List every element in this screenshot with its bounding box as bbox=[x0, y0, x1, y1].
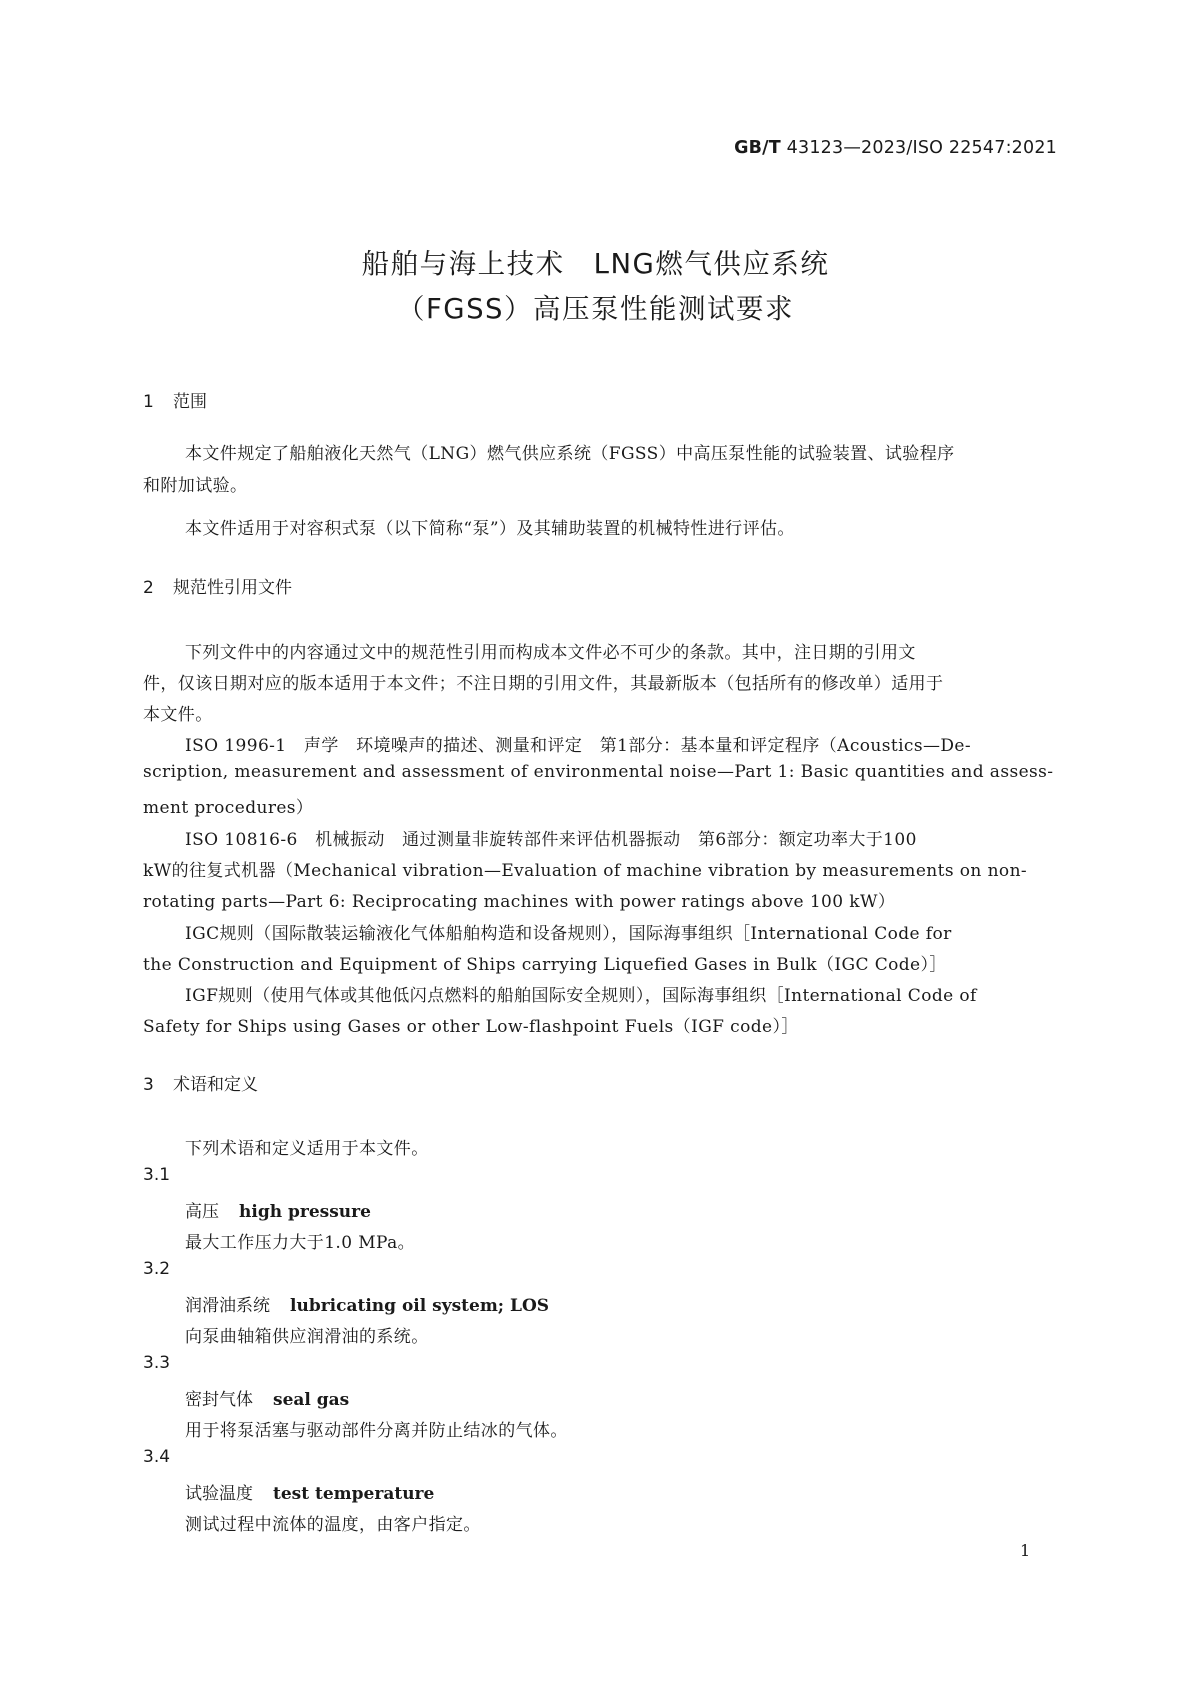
section-number: 2 bbox=[143, 578, 154, 598]
reference-iso10816-line2: kW的往复式机器（Mechanical vibration—Evaluation of machine vibration by measurements on non- bbox=[143, 861, 1028, 881]
references-intro-line3: 本文件。 bbox=[143, 705, 213, 725]
scope-paragraph-2: 本文件适用于对容积式泵（以下简称“泵”）及其辅助装置的机械特性进行评估。 bbox=[185, 519, 795, 539]
reference-iso1996-line2: scription, measurement and assessment of environmental noise—Part 1: Basic quantities and assess- bbox=[143, 762, 1054, 782]
term-number: 3.4 bbox=[143, 1447, 171, 1467]
document-title-line2: （FGSS）高压泵性能测试要求 bbox=[396, 293, 795, 325]
reference-iso10816-line3: rotating parts—Part 6: Reciprocating machines with power ratings above 100 kW） bbox=[143, 892, 896, 912]
reference-iso1996-line1: ISO 1996-1 声学 环境噪声的描述、测量和评定 第1部分：基本量和评定程序（Acoustics—De- bbox=[185, 736, 971, 756]
term-name-zh: 密封气体 bbox=[185, 1390, 253, 1410]
section-title: 规范性引用文件 bbox=[173, 578, 292, 598]
term-definition: 向泵曲轴箱供应润滑油的系统。 bbox=[185, 1327, 429, 1347]
references-intro-line1: 下列文件中的内容通过文中的规范性引用而构成本文件必不可少的条款。其中，注日期的引用文 bbox=[185, 643, 916, 663]
term-name-en: high pressure bbox=[239, 1202, 371, 1222]
scope-paragraph-line2: 和附加试验。 bbox=[143, 476, 248, 496]
term-definition: 最大工作压力大于1.0 MPa。 bbox=[185, 1233, 416, 1253]
section-2-heading bbox=[143, 573, 292, 598]
term-definition: 用于将泵活塞与驱动部件分离并防止结冰的气体。 bbox=[185, 1421, 568, 1441]
term-name bbox=[185, 1385, 349, 1410]
references-intro-line2: 件，仅该日期对应的版本适用于本文件；不注日期的引用文件，其最新版本（包括所有的修改单）适用于 bbox=[143, 674, 944, 694]
reference-igc-line2: the Construction and Equipment of Ships carrying Liquefied Gases in Bulk（IGC Code）］ bbox=[143, 955, 947, 975]
term-name-en: seal gas bbox=[273, 1390, 350, 1410]
term-name-zh: 高压 bbox=[185, 1202, 219, 1222]
section-title: 范围 bbox=[173, 392, 207, 412]
term-name-zh: 试验温度 bbox=[185, 1484, 253, 1504]
reference-igc-line1: IGC规则（国际散装运输液化气体船舶构造和设备规则），国际海事组织［International Code for bbox=[185, 924, 952, 944]
term-number: 3.2 bbox=[143, 1259, 171, 1279]
section-3-heading bbox=[143, 1070, 258, 1095]
term-number: 3.3 bbox=[143, 1353, 171, 1373]
standard-code bbox=[734, 138, 1057, 158]
term-name bbox=[185, 1479, 434, 1504]
reference-igf-line1: IGF规则（使用气体或其他低闪点燃料的船舶国际安全规则），国际海事组织［International Code of bbox=[185, 986, 977, 1006]
document-title-line1: 船舶与海上技术 LNG燃气供应系统 bbox=[361, 248, 830, 280]
section-1-heading bbox=[143, 387, 207, 412]
term-name-en: lubricating oil system; LOS bbox=[290, 1296, 550, 1316]
term-number: 3.1 bbox=[143, 1165, 171, 1185]
scope-paragraph-line1: 本文件规定了船舶液化天然气（LNG）燃气供应系统（FGSS）中高压泵性能的试验装置、试验程序 bbox=[185, 444, 955, 464]
term-name bbox=[185, 1291, 549, 1316]
reference-iso1996-line3: ment procedures） bbox=[143, 798, 314, 818]
reference-iso10816-line1: ISO 10816-6 机械振动 通过测量非旋转部件来评估机器振动 第6部分：额定功率大于100 bbox=[185, 830, 917, 850]
standard-code-prefix: GB/T bbox=[734, 138, 781, 158]
section-title: 术语和定义 bbox=[173, 1075, 258, 1095]
term-name bbox=[185, 1197, 371, 1222]
term-name-en: test temperature bbox=[273, 1484, 435, 1504]
section-number: 1 bbox=[143, 392, 154, 412]
reference-igf-line2: Safety for Ships using Gases or other Low-flashpoint Fuels（IGF code）］ bbox=[143, 1017, 799, 1037]
term-definition: 测试过程中流体的温度，由客户指定。 bbox=[185, 1515, 481, 1535]
section-number: 3 bbox=[143, 1075, 154, 1095]
term-name-zh: 润滑油系统 bbox=[185, 1296, 270, 1316]
standard-code-number: 43123—2023/ISO 22547:2021 bbox=[780, 138, 1057, 158]
terms-intro: 下列术语和定义适用于本文件。 bbox=[185, 1139, 429, 1159]
page-number: 1 bbox=[1020, 1541, 1031, 1560]
